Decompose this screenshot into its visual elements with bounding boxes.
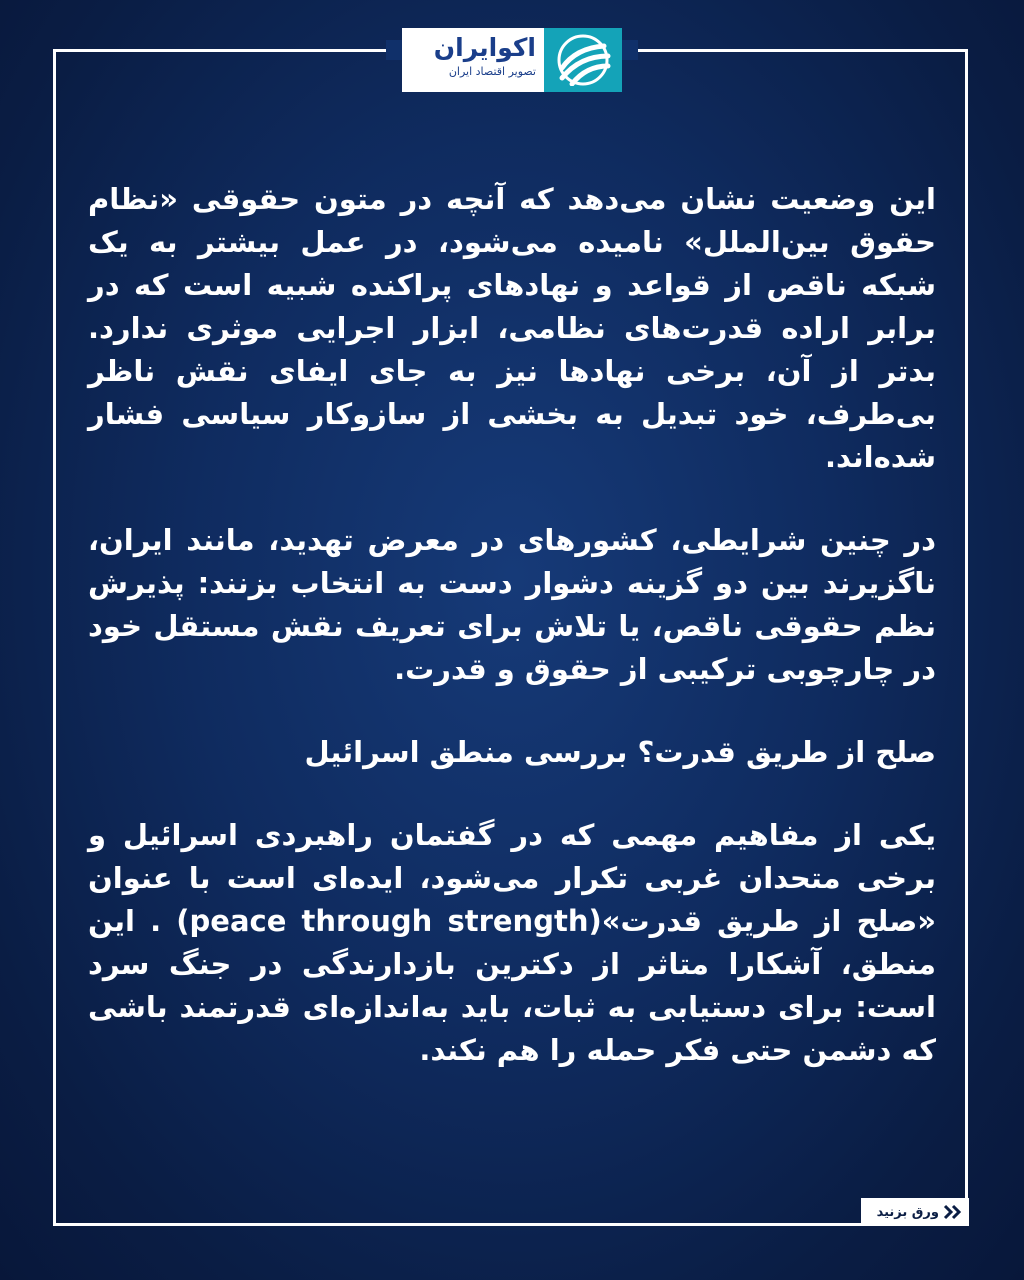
brand-tagline: تصویر اقتصاد ایران	[448, 65, 536, 78]
brand-mark-icon	[544, 28, 622, 92]
brand-logo	[402, 28, 622, 92]
double-chevron-left-icon	[943, 1204, 965, 1220]
swipe-hint[interactable]	[861, 1198, 969, 1226]
swipe-label: ورق بزنید	[876, 1204, 939, 1220]
paragraph-2: در چنین شرایطی، کشورهای در معرض تهدید، مانند ایران، ناگزیرند بین دو گزینه دشوار دست به انتخاب بزنند: پذیرش نظم حقوقی ناقص، یا تلاش برای تعریف نقش مستقل خود در چارچوبی ترکیبی از حقوق و قدرت.	[88, 523, 936, 686]
section-heading: صلح از طریق قدرت؟ بررسی منطق اسرائیل	[304, 735, 936, 769]
paragraph-1: این وضعیت نشان می‌دهد که آنچه در متون حقوقی «نظام حقوق بین‌الملل» نامیده می‌شود، در عمل بیشتر به یک شبکه ناقص از قواعد و نهادهای پراکنده شبیه است که در برابر اراده قدرت‌های نظامی، ابزار اجرایی موثری ندارد. بدتر از آن، برخی نهادها نیز به جای ایفای نقش ناظر بی‌طرف، خود تبدیل به بخشی از سازوکار سیاسی فشار شده‌اند.	[88, 182, 936, 474]
paragraph-3: یکی از مفاهیم مهمی که در گفتمان راهبردی اسرائیل و برخی متحدان غربی تکرار می‌شود، ایده‌ای است با عنوان «صلح از طریق قدرت»(peace through strength) . این منطق، آشکارا متاثر از دکترین بازدارندگی در جنگ سرد است: برای دستیابی به ثبات، باید به‌اندازه‌ای قدرتمند باشی که دشمن حتی فکر حمله را هم نکند.	[88, 818, 937, 1067]
brand-name: اکوایران	[433, 33, 536, 62]
article-body	[88, 178, 936, 1112]
brand-text-block	[402, 28, 544, 92]
